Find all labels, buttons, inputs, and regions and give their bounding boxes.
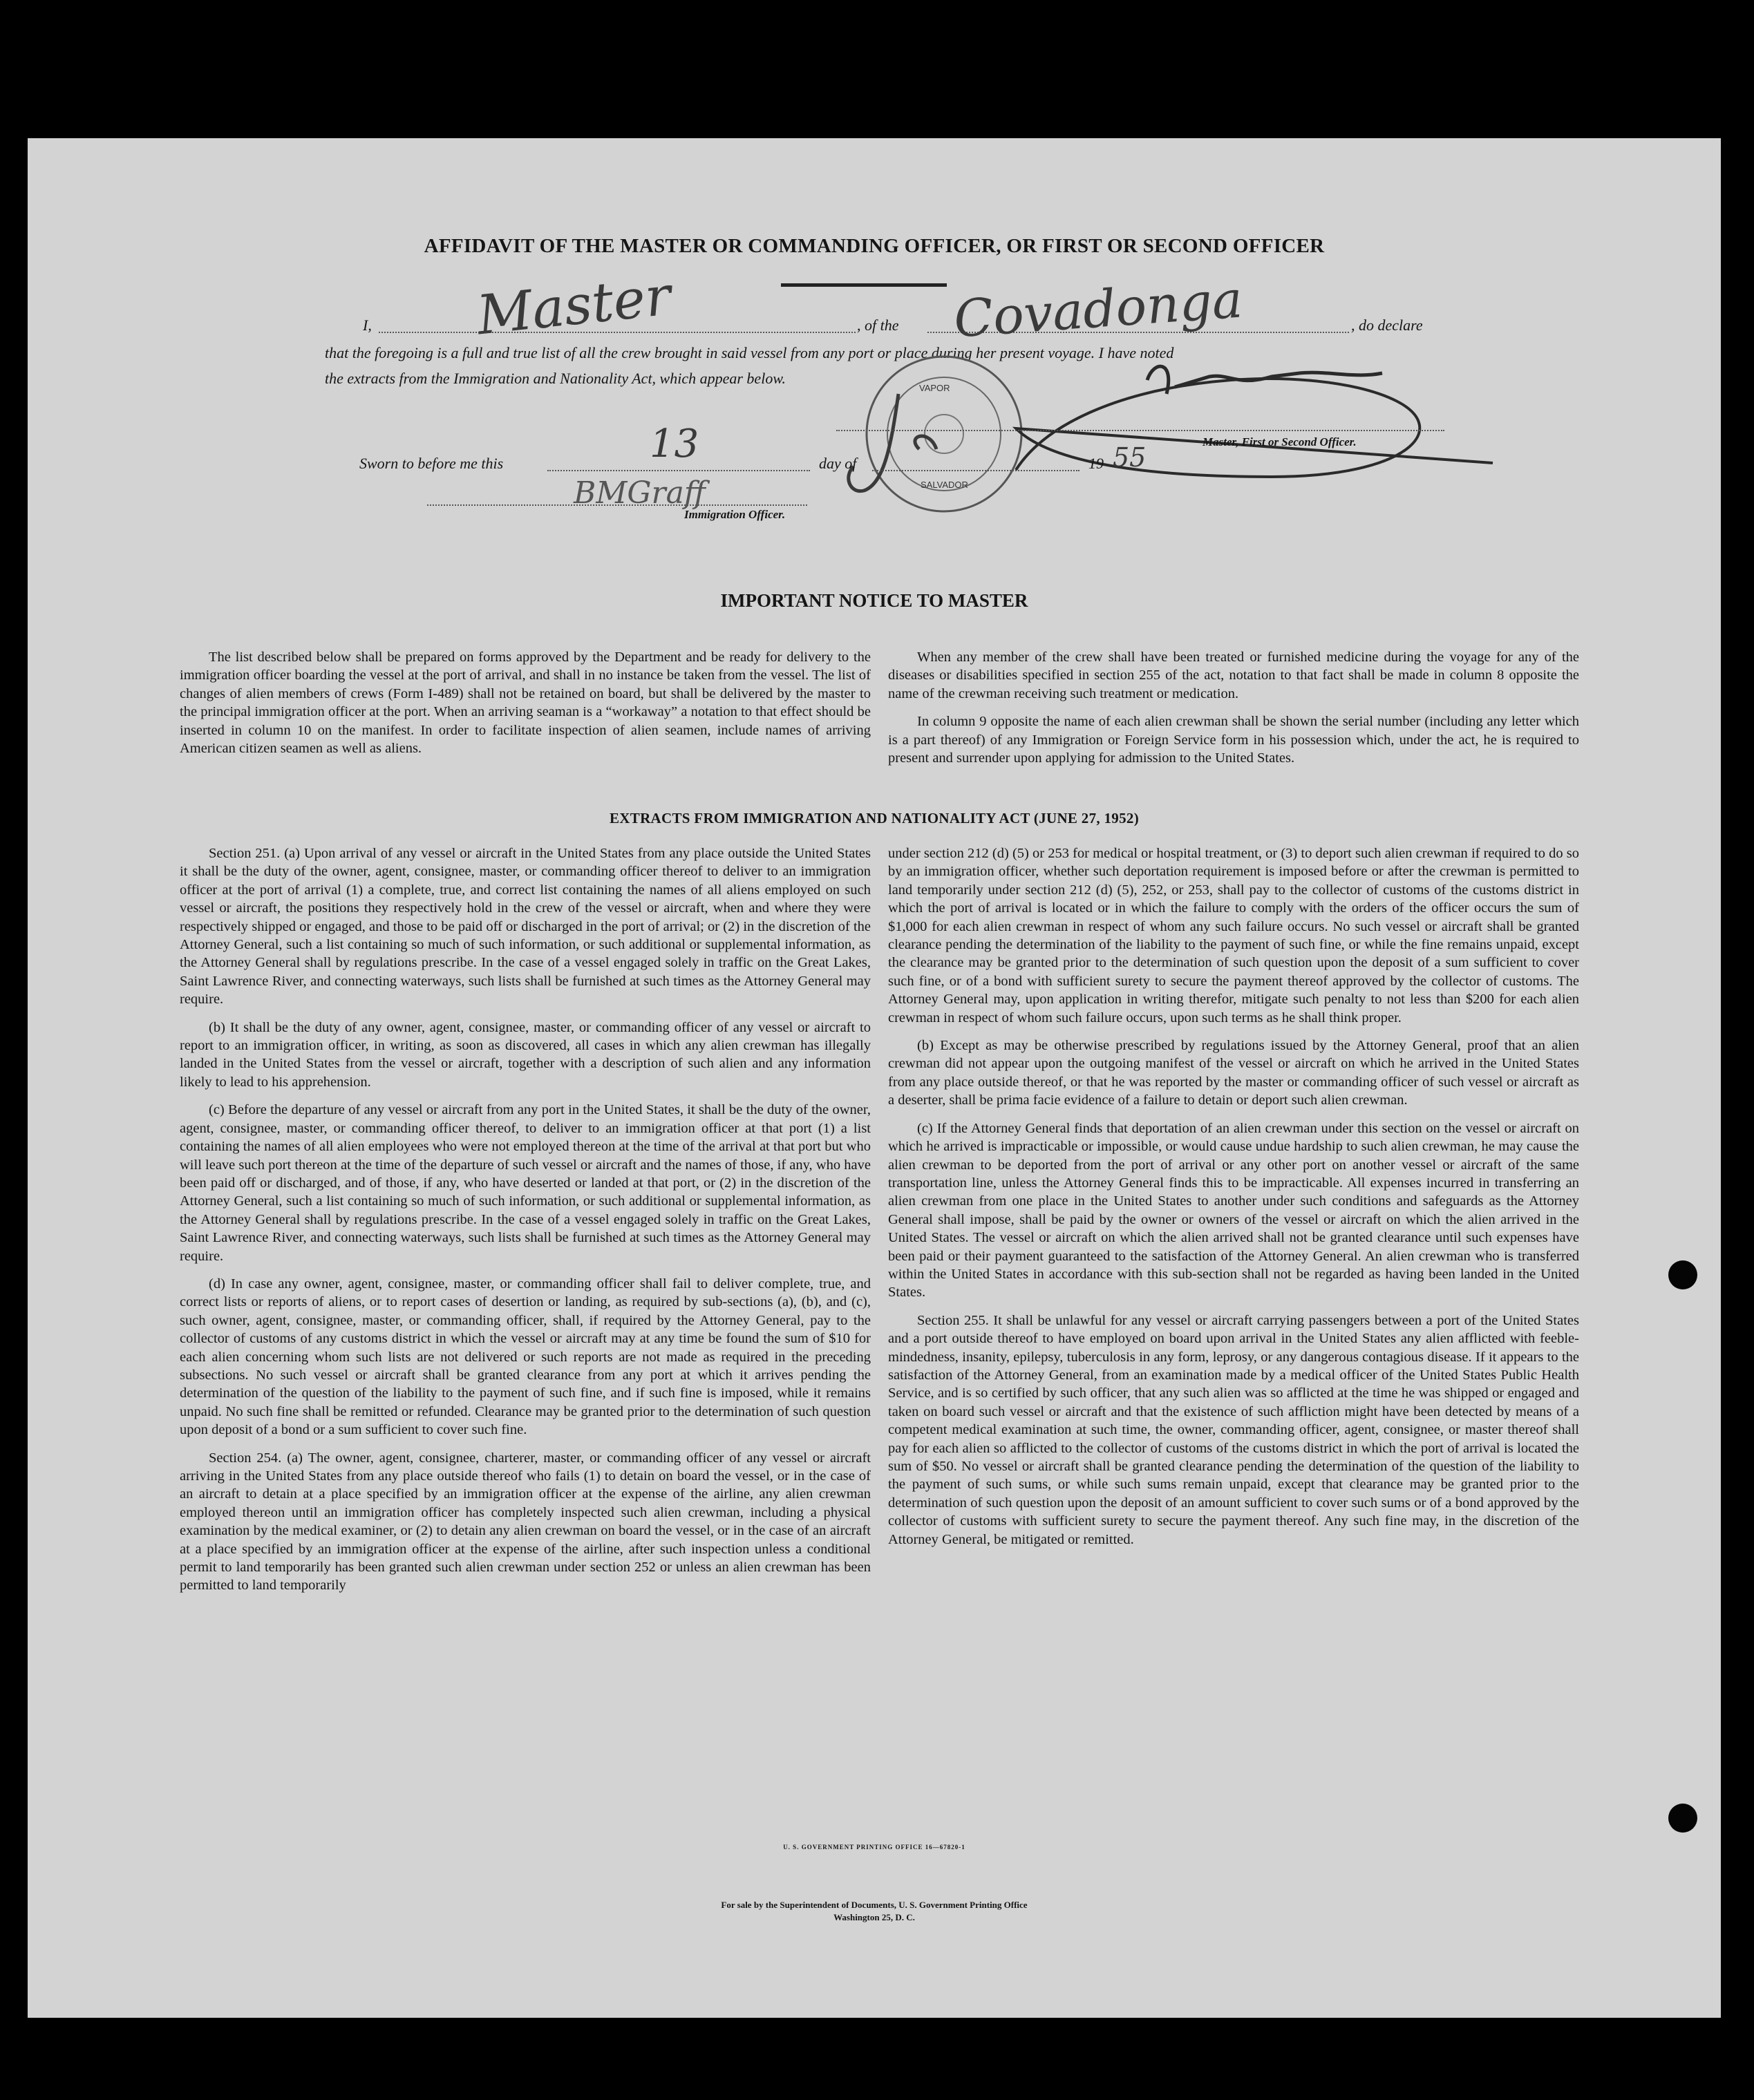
handwritten-vessel: Covadonga (952, 269, 1245, 350)
notice-title: IMPORTANT NOTICE TO MASTER (720, 590, 1028, 611)
declaration-prefix: I, (363, 316, 372, 334)
gpo-imprint: U. S. GOVERNMENT PRINTING OFFICE 16—67820-1 (783, 1844, 965, 1851)
month-line (872, 470, 1079, 471)
signature-and-seal (788, 346, 1513, 567)
ship-seal (867, 357, 1021, 511)
section-251c: (c) Before the departure of any vessel or aircraft from any port in the United States, it shall be the duty of the owner, agent, consignee, master, or commanding officer thereof, to deliver to an immigration officer at that port (1) a list containing the names of all alien employees who were not employed thereon at the time of the arrival at that port but who will leave such port thereon at the time of the departure of such vessel or aircraft and the names of those, if any, who have been paid off or discharged, and of those, if any, who have deserted or landed at that port, or (2) in the discretion of the Attorney General, such a list containing so much of such information, or such additional or supplemental information, as the Attorney General shall by regulations prescribe. In the case of a vessel engaged solely in traffic on the Great Lakes, Saint Lawrence River, and connecting waterways, such lists shall be furnished at such times as the Attorney General may require. (180, 1102, 871, 1264)
notice-left-column (180, 648, 871, 757)
section-251b: (b) It shall be the duty of any owner, agent, consignee, master, or commanding officer of any vessel or aircraft to report to an immigration officer, in writing, as soon as discovered, all cases in which any alien crewman has illegally landed in the United States from the vessel or aircraft, together with a description of such alien and any information likely to lead to his apprehension. (180, 1019, 871, 1090)
sale-notice (28, 1899, 1721, 1924)
svg-text:VAPOR: VAPOR (919, 383, 950, 393)
officer-line (427, 504, 807, 506)
notice-right-paragraph: When any member of the crew shall have been treated or furnished medicine during the voyage for any of the diseases or disabilities specified in section 255 of the act, notation to that fact shall be made in column 8 opposite the name of the crewman receiving such treatment or medication. (888, 650, 1579, 701)
notice-right-column (888, 648, 1579, 767)
sworn-day-line (547, 470, 810, 471)
month-handwriting (849, 394, 936, 491)
signature-loop (1016, 379, 1493, 477)
day-of-label: day of (819, 455, 857, 472)
svg-text:SALVADOR: SALVADOR (921, 480, 968, 490)
section-255: Section 255. It shall be unlawful for any vessel or aircraft carrying passengers between a port of the United States and a port outside thereof to have employed on board upon arrival in the United States any alien afflicted with feeble-mindedness, insanity, epilepsy, tuberculosis in any form, leprosy, or any dangerous contagious disease. If it appears to the satisfaction of the Attorney General, from an examination made by a medical officer of the United States Public Health Service, and is so certified by such officer, that any such alien was so afflicted at the time he was shipped or engaged and taken on board such vessel or aircraft and that the existence of such affliction might have been detected by means of a competent medical examination at such time, the owner, commanding officer, agent, consignee, or master thereof shall pay for each alien so afflicted to the collector of customs of the customs district in which the port of arrival is located the sum of $50. No vessel or aircraft shall be granted clearance pending the determination of the question of the liability to the payment of such sums, or while such sums remain unpaid, except that clearance may be granted prior to the determination of such question upon the deposit of an amount sufficient to cover such sums or of a bond approved by the collector of customs with sufficient surety to secure the payment thereof. Any such fine may, in the discretion of the Attorney General, be mitigated or remitted. (888, 1312, 1579, 1547)
extracts-title: EXTRACTS FROM IMMIGRATION AND NATIONALITY ACT (JUNE 27, 1952) (610, 810, 1139, 826)
handwritten-year: 55 (1113, 442, 1147, 473)
sale-line-2: Washington 25, D. C. (833, 1912, 915, 1922)
master-signature (1147, 366, 1382, 394)
signature-label: Master, First or Second Officer. (1203, 435, 1357, 448)
section-254c: (c) If the Attorney General finds that deportation of an alien crewman under this section on the vessel or aircraft on which he arrived is impracticable or impossible, or would cause undue hardship to such alien crewman, he may cause the alien crewman to be deported from the port of arrival or any other port on another vessel or aircraft of the same transportation line, unless the Attorney General finds this to be impracticable. All expenses incurred in transferring an alien crewman from one place in the United States to another under such conditions and safeguards as the Attorney General shall impose, shall be paid by the owner or owners of the vessel or aircraft on which the alien arrived in the United States. The vessel or aircraft on which the alien arrived shall not be granted clearance until such expenses have been paid or their payment guaranteed to the satisfaction of the Attorney General. An alien crewman who is transferred within the United States in accordance with this sub-section shall not be regarded as having been landed in the United States. (888, 1120, 1579, 1300)
extracts-right-column (888, 844, 1579, 1549)
signature-line (836, 430, 1444, 431)
section-254b: (b) Except as may be otherwise prescribed by regulations issued by the Attorney General, proof that an alien crewman did not appear upon the outgoing manifest of the vessel or aircraft on which he arrived in the United States from any place outside thereof, or that he was reported by the master or commanding officer of such vessel or aircraft as a deserter, shall be prima facie evidence of a failure to detain or deport such alien crewman. (888, 1038, 1579, 1108)
section-251d: (d) In case any owner, agent, consignee, master, or commanding officer shall fail to deliver complete, true, and correct lists or reports of aliens, or to report cases of desertion or landing, as required by sub-sections (a), (b), and (c), such owner, agent, consignee, master, or commanding officer, shall, if required by the Attorney General, pay to the collector of customs of any customs district in which the vessel or aircraft may at any time be found the sum of $10 for each alien concerning whom such lists are not delivered or such reports are not made as required in the preceding subsections. No such vessel or aircraft shall be granted clearance from any port at which it arrives pending the determination of the question of the liability to the payment of such fine, and if such fine is imposed, while it remains unpaid. No such fine shall be remitted or refunded. Clearance may be granted prior to the determination of such question upon deposit of a bond or a sum sufficient to cover such fine. (180, 1276, 871, 1438)
declaration-line-2: that the foregoing is a full and true list of all the crew brought in said vessel from any port or place during her present voyage. I have noted (325, 344, 1174, 361)
notice-right-paragraph: In column 9 opposite the name of each alien crewman shall be shown the serial number (including any letter which is a part thereof) of any Immigration or Foreign Service form in his possession which, under the act, he is required to present and surrender upon applying for admission to the United States. (888, 714, 1579, 766)
sale-line-1: For sale by the Superintendent of Documents, U. S. Government Printing Office (721, 1900, 1028, 1910)
officer-signature: BMGraff (574, 475, 706, 511)
officer-label: Immigration Officer. (684, 508, 786, 521)
title-rule (781, 283, 947, 287)
handwritten-name: Master (474, 265, 675, 348)
extracts-left-column (180, 844, 871, 1595)
notice-left-paragraph: The list described below shall be prepared on forms approved by the Department and be ready for delivery to the immigration officer boarding the vessel at the port of arrival, and shall in no instance be taken from the vessel. The list of changes of alien members of crews (Form I-489) shall not be retained on board, but shall be delivered by the master to the principal immigration officer at the port. When an arriving seaman is a “workaway” a notation to that effect should be inserted in column 10 on the manifest. In order to facilitate inspection of alien seamen, include names of arriving American citizen seamen as well as aliens. (180, 650, 871, 757)
document-page (28, 138, 1721, 2018)
punch-hole (1668, 1260, 1697, 1289)
declaration-mid: , of the (857, 316, 899, 334)
year-prefix: 19 (1088, 455, 1104, 472)
affidavit-title: AFFIDAVIT OF THE MASTER OR COMMANDING OFFICER, OR FIRST OR SECOND OFFICER (424, 235, 1325, 257)
declaration-suffix: , do declare (1351, 316, 1423, 334)
sworn-prefix: Sworn to before me this (359, 455, 504, 472)
section-254a: Section 254. (a) The owner, agent, consignee, charterer, master, or commanding officer of any vessel or aircraft arriving in the United States from any place outside thereof who fails (1) to detain on board the vessel, or in the case of an aircraft to detain at a place specified by an immigration officer at the expense of the airline, any alien crewman employed thereon until an immigration officer has completely inspected such alien crewman, including a physical examination by the medical examiner, or (2) to detain any alien crewman on board the vessel, or in the case of an aircraft at a place specified by an immigration officer at the expense of the airline, after such inspection unless a conditional permit to land temporarily has been granted such alien crewman under section 252 or unless an alien crewman has been permitted to land temporarily (180, 1450, 871, 1593)
section-254a-continued: under section 212 (d) (5) or 253 for medical or hospital treatment, or (3) to deport such alien crewman if required to do so by an immigration officer, whether such deportation requirement is imposed before or after the crewman is permitted to land temporarily under section 212 (d) (5), 252, or 253, shall pay to the collector of customs of the customs district in which the port of arrival is located or in which the failure to comply with the orders of the officer occurs the sum of $1,000 for each alien crewman in respect of whom any such failure occurs. No such vessel or aircraft shall be granted clearance pending the determination of the liability to the payment of such fine, or while the fine remains unpaid, except the clearance may be granted prior to the determination of such question upon the deposit of a sum sufficient to cover such fine, or of a bond with sufficient surety to secure the payment thereof approved by the collector of customs. The Attorney General may, upon application in writing therefor, mitigate such penalty to not less than $200 for each alien crewman in respect of whom such failure occurs, upon such terms as he shall think proper. (888, 846, 1579, 1025)
handwritten-day: 13 (650, 422, 699, 466)
section-251a: Section 251. (a) Upon arrival of any vessel or aircraft in the United States from any place outside the United States it shall be the duty of the owner, agent, consignee, master, or commanding officer thereof to deliver to an immigration officer at the port of arrival (1) a complete, true, and correct list containing the names of all aliens employed on such vessel or aircraft, the positions they respectively hold in the crew of the vessel or aircraft, when and where they were respectively shipped or engaged, and those to be paid off or discharged in the port of arrival; or (2) in the discretion of the Attorney General, such a list containing so much of such information, or such additional or supplemental information, as the Attorney General shall by regulations prescribe. In the case of a vessel engaged solely in traffic on the Great Lakes, Saint Lawrence River, and connecting waterways, such lists shall be furnished at such times as the Attorney General may require. (180, 846, 871, 1008)
punch-hole (1668, 1804, 1697, 1833)
declaration-line-3: the extracts from the Immigration and Nationality Act, which appear below. (325, 370, 786, 387)
